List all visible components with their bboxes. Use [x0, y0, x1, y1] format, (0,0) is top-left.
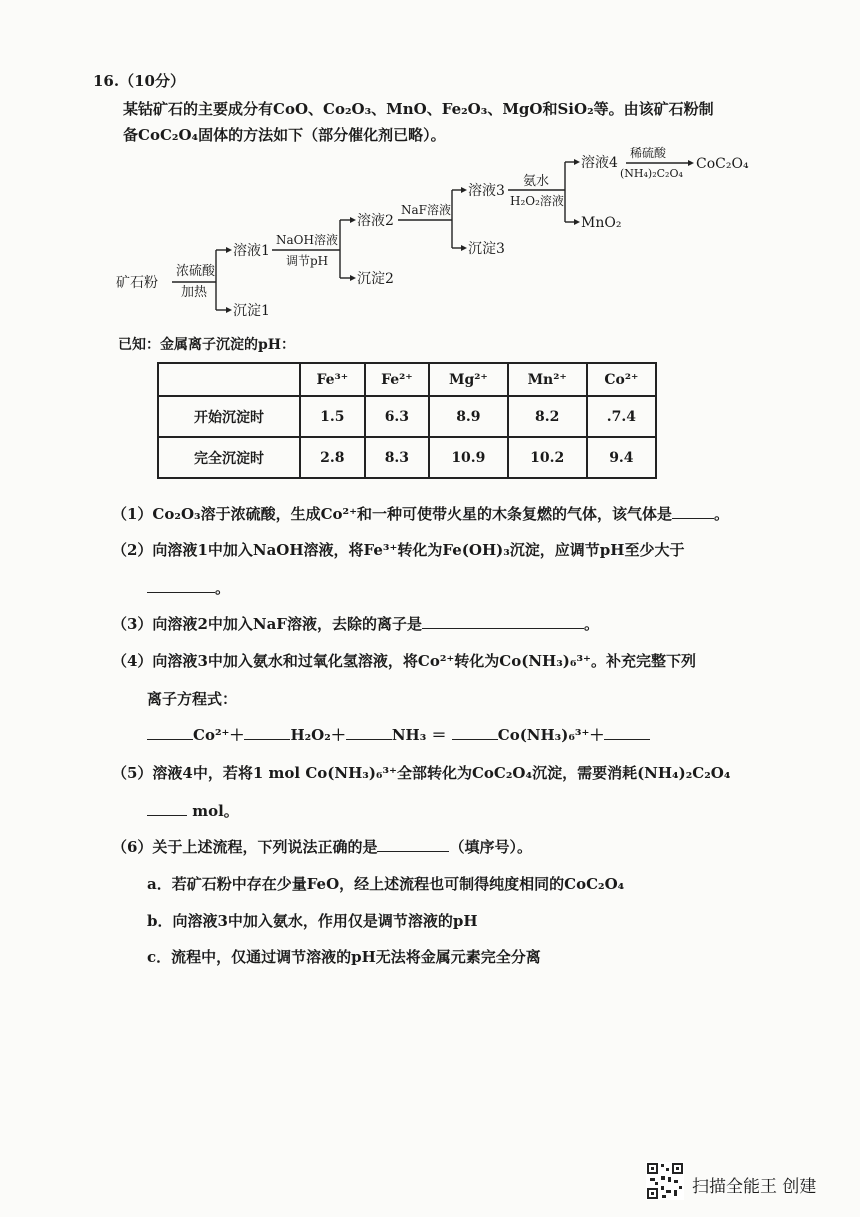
- question-2-text: （2）向溶液1中加入NaOH溶液，将Fe³⁺转化为Fe(OH)₃沉淀，应调节pH至少大于: [112, 541, 685, 559]
- process-flow-diagram: [0, 0, 860, 330]
- precipitate-1: 沉淀1: [233, 303, 270, 319]
- question-3: [112, 613, 599, 634]
- question-1: [112, 503, 729, 524]
- step2-reagent-bottom: 调节pH: [286, 254, 329, 268]
- table-header-cell: Co²⁺: [587, 363, 656, 396]
- question-number: 16.（10分）: [93, 72, 185, 90]
- flow-start: 矿石粉: [116, 275, 158, 291]
- answer-blank-3[interactable]: [422, 614, 584, 629]
- step1-reagent-top: 浓硫酸: [176, 264, 216, 279]
- question-5-text: （5）溶液4中，若将1 mol Co(NH₃)₆³⁺全部转化为CoC₂O₄沉淀，需要消耗(NH₄)₂C₂O₄: [112, 764, 731, 782]
- question-4-text: （4）向溶液3中加入氨水和过氧化氢溶液，将Co²⁺转化为Co(NH₃)₆³⁺。补充完整下列: [112, 652, 696, 670]
- question-6-end: （填序号）。: [449, 838, 532, 856]
- product-blank[interactable]: [604, 725, 650, 740]
- precipitate-2: 沉淀2: [357, 271, 394, 287]
- qr-code-icon: [646, 1162, 684, 1200]
- table-cell: 9.4: [587, 437, 656, 478]
- final-product: CoC₂O₄: [696, 156, 749, 172]
- answer-blank-2[interactable]: [147, 578, 215, 593]
- footer-brand: 扫描全能王 创建: [692, 1177, 817, 1197]
- table-cell: 开始沉淀时: [158, 396, 300, 437]
- question-1-end: 。: [714, 505, 730, 523]
- table-cell: 8.3: [365, 437, 430, 478]
- question-2-answer: [147, 577, 230, 598]
- question-4-text-2: 离子方程式：: [147, 690, 238, 708]
- table-cell: 10.2: [508, 437, 587, 478]
- step1-reagent-bottom: 加热: [181, 285, 208, 300]
- question-1-text: （1）Co₂O₃溶于浓硫酸，生成Co²⁺和一种可使带火星的木条复燃的气体，该气体是: [112, 505, 673, 523]
- table-header-cell: [158, 363, 300, 396]
- table-cell: 6.3: [365, 396, 430, 437]
- ph-table: [157, 362, 657, 479]
- step4-reagent-bottom: H₂O₂溶液: [510, 194, 564, 208]
- table-header-row: [158, 363, 656, 396]
- table-row: [158, 396, 656, 437]
- known-label: 已知：金属离子沉淀的pH：: [118, 337, 296, 353]
- table-cell: 8.9: [429, 396, 507, 437]
- table-cell: 10.9: [429, 437, 507, 478]
- eq-term-h2o2: H₂O₂＋: [290, 726, 346, 744]
- table-cell: .7.4: [587, 396, 656, 437]
- option-b: b．向溶液3中加入氨水，作用仅是调节溶液的pH: [147, 912, 478, 930]
- step5-reagent-top: 稀硫酸: [630, 146, 667, 160]
- table-header-cell: Fe³⁺: [300, 363, 365, 396]
- coefficient-blank-h2o2[interactable]: [244, 725, 290, 740]
- question-2-end: 。: [215, 579, 231, 597]
- table-cell: 2.8: [300, 437, 365, 478]
- table-header-cell: Mn²⁺: [508, 363, 587, 396]
- question-3-end: 。: [583, 615, 599, 633]
- eq-term-complex: Co(NH₃)₆³⁺＋: [497, 726, 605, 744]
- step2-reagent-top: NaOH溶液: [276, 233, 338, 247]
- ionic-equation: [147, 724, 650, 745]
- precipitate-3: 沉淀3: [468, 241, 505, 257]
- question-3-text: （3）向溶液2中加入NaF溶液，去除的离子是: [112, 615, 422, 633]
- table-cell: 完全沉淀时: [158, 437, 300, 478]
- answer-blank-6[interactable]: [377, 837, 449, 852]
- step4-reagent-top: 氨水: [523, 174, 550, 189]
- question-6-text: （6）关于上述流程，下列说法正确的是: [112, 838, 378, 856]
- coefficient-blank-nh3[interactable]: [346, 725, 392, 740]
- solution-3: 溶液3: [468, 183, 505, 199]
- option-c: c．流程中，仅通过调节溶液的pH无法将金属元素完全分离: [147, 948, 541, 966]
- coefficient-blank-co[interactable]: [147, 725, 193, 740]
- option-a: a．若矿石粉中存在少量FeO，经上述流程也可制得纯度相同的CoC₂O₄: [147, 875, 625, 893]
- question-5-answer: [147, 800, 239, 821]
- question-6: [112, 836, 532, 857]
- table-header-cell: Mg²⁺: [429, 363, 507, 396]
- solution-1: 溶液1: [233, 243, 270, 259]
- solution-2: 溶液2: [357, 213, 394, 229]
- step3-reagent: NaF溶液: [401, 203, 451, 217]
- answer-blank-5[interactable]: [147, 801, 187, 816]
- eq-term-co: Co²⁺＋: [193, 726, 245, 744]
- table-header-cell: Fe²⁺: [365, 363, 430, 396]
- solution-4: 溶液4: [581, 155, 618, 171]
- intro-line-2: 备CoC₂O₄固体的方法如下（部分催化剂已略）。: [123, 126, 446, 144]
- mno2-product: MnO₂: [581, 215, 622, 231]
- table-cell: 8.2: [508, 396, 587, 437]
- intro-line-1: 某钴矿石的主要成分有CoO、Co₂O₃、MnO、Fe₂O₃、MgO和SiO₂等。由该矿石粉制: [123, 100, 714, 118]
- eq-term-nh3: NH₃ ＝: [391, 726, 447, 744]
- coefficient-blank-complex[interactable]: [452, 725, 498, 740]
- step5-reagent-bottom: (NH₄)₂C₂O₄: [620, 167, 683, 180]
- answer-blank-1[interactable]: [672, 504, 714, 519]
- table-row: [158, 437, 656, 478]
- table-cell: 1.5: [300, 396, 365, 437]
- question-5-unit: mol。: [192, 802, 239, 820]
